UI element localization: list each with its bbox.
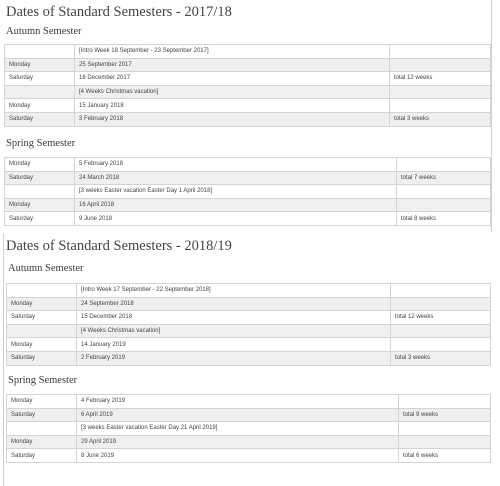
semester-title-spring-2018: Spring Semester xyxy=(6,138,76,149)
divider-left xyxy=(3,233,4,486)
semester-title-autumn-2018: Autumn Semester xyxy=(8,263,84,274)
day-cell: Monday xyxy=(7,338,77,352)
table-row xyxy=(5,158,491,172)
table-row xyxy=(7,338,491,352)
dates-table-autumn-2018 xyxy=(6,283,491,366)
total-cell: total 6 weeks xyxy=(399,449,491,463)
table-row xyxy=(5,212,491,226)
total-cell xyxy=(397,158,491,172)
date-cell: 24 September 2018 xyxy=(77,297,391,311)
date-cell: 8 June 2019 xyxy=(77,449,399,463)
total-cell xyxy=(390,85,491,99)
section-title-2018-19: Dates of Standard Semesters - 2018/19 xyxy=(6,238,232,254)
date-cell: 15 January 2018 xyxy=(75,99,390,113)
date-cell: 2 February 2019 xyxy=(77,351,391,365)
table-row xyxy=(5,72,491,86)
date-cell: 29 April 2019 xyxy=(77,435,399,449)
day-cell: Saturday xyxy=(7,408,77,422)
day-cell: Monday xyxy=(5,158,75,172)
dates-table-spring-2018 xyxy=(4,157,491,226)
table-row xyxy=(7,297,491,311)
day-cell: Saturday xyxy=(7,311,77,325)
date-cell: 6 April 2019 xyxy=(77,408,399,422)
day-cell: Saturday xyxy=(7,449,77,463)
date-cell: 25 September 2017 xyxy=(75,58,390,72)
date-cell: 15 December 2018 xyxy=(77,311,391,325)
table-row xyxy=(5,185,491,199)
date-cell: [3 weeks Easter vacation Easter Day 1 April 2018] xyxy=(75,185,397,199)
total-cell xyxy=(399,435,491,449)
total-cell: total 7 weeks xyxy=(397,171,491,185)
semester-title-spring-2019: Spring Semester xyxy=(8,375,78,386)
date-cell: [4 Weeks Christmas vacation] xyxy=(77,324,391,338)
day-cell: Monday xyxy=(7,435,77,449)
day-cell: Monday xyxy=(5,99,75,113)
date-cell: 24 March 2018 xyxy=(75,171,397,185)
table-row xyxy=(7,311,491,325)
day-cell: Monday xyxy=(7,297,77,311)
day-cell: Saturday xyxy=(5,72,75,86)
total-cell xyxy=(391,297,491,311)
date-cell: 16 December 2017 xyxy=(75,72,390,86)
total-cell: total 3 weeks xyxy=(391,351,491,365)
date-cell: [Intro Week 17 September - 22 September 2018] xyxy=(77,284,391,298)
table-row xyxy=(7,324,491,338)
day-cell xyxy=(5,45,75,59)
table-row xyxy=(5,112,491,126)
day-cell: Monday xyxy=(7,395,77,409)
table-row xyxy=(7,284,491,298)
table-row xyxy=(5,198,491,212)
date-cell: [3 weeks Easter vacation Easter Day 21 April 2019] xyxy=(77,422,399,436)
date-cell: [4 Weeks Christmas vacation] xyxy=(75,85,390,99)
table-row xyxy=(7,408,491,422)
day-cell xyxy=(7,284,77,298)
total-cell xyxy=(390,58,491,72)
table-row xyxy=(7,435,491,449)
day-cell: Saturday xyxy=(7,351,77,365)
day-cell: Monday xyxy=(5,58,75,72)
date-cell: 4 February 2019 xyxy=(77,395,399,409)
day-cell: Monday xyxy=(5,198,75,212)
table-row xyxy=(7,351,491,365)
table-row xyxy=(5,85,491,99)
semester-title-autumn-2017: Autumn Semester xyxy=(6,26,82,37)
table-row xyxy=(7,395,491,409)
total-cell xyxy=(391,324,491,338)
day-cell xyxy=(7,422,77,436)
date-cell: 3 February 2018 xyxy=(75,112,390,126)
day-cell: Saturday xyxy=(5,212,75,226)
table-row xyxy=(5,58,491,72)
total-cell xyxy=(391,284,491,298)
total-cell: total 12 weeks xyxy=(390,72,491,86)
total-cell xyxy=(391,338,491,352)
total-cell xyxy=(397,198,491,212)
section-title-2017-18: Dates of Standard Semesters - 2017/18 xyxy=(6,4,232,20)
date-cell: 9 June 2018 xyxy=(75,212,397,226)
date-cell: 14 January 2019 xyxy=(77,338,391,352)
total-cell: total 9 weeks xyxy=(399,408,491,422)
total-cell xyxy=(397,185,491,199)
dates-table-spring-2019 xyxy=(6,394,491,463)
date-cell: 16 April 2018 xyxy=(75,198,397,212)
day-cell: Saturday xyxy=(5,171,75,185)
table-row xyxy=(5,171,491,185)
table-row xyxy=(7,422,491,436)
total-cell xyxy=(390,45,491,59)
table-row xyxy=(5,99,491,113)
total-cell xyxy=(390,99,491,113)
table-row xyxy=(5,45,491,59)
day-cell xyxy=(5,185,75,199)
total-cell xyxy=(399,422,491,436)
date-cell: 5 February 2018 xyxy=(75,158,397,172)
day-cell: Saturday xyxy=(5,112,75,126)
total-cell: total 8 weeks xyxy=(397,212,491,226)
divider-right xyxy=(491,0,492,232)
total-cell: total 3 weeks xyxy=(390,112,491,126)
total-cell: total 12 weeks xyxy=(391,311,491,325)
table-row xyxy=(7,449,491,463)
total-cell xyxy=(399,395,491,409)
day-cell xyxy=(7,324,77,338)
day-cell xyxy=(5,85,75,99)
dates-table-autumn-2017 xyxy=(4,44,491,127)
date-cell: [Intro Week 18 September - 23 September 2017] xyxy=(75,45,390,59)
